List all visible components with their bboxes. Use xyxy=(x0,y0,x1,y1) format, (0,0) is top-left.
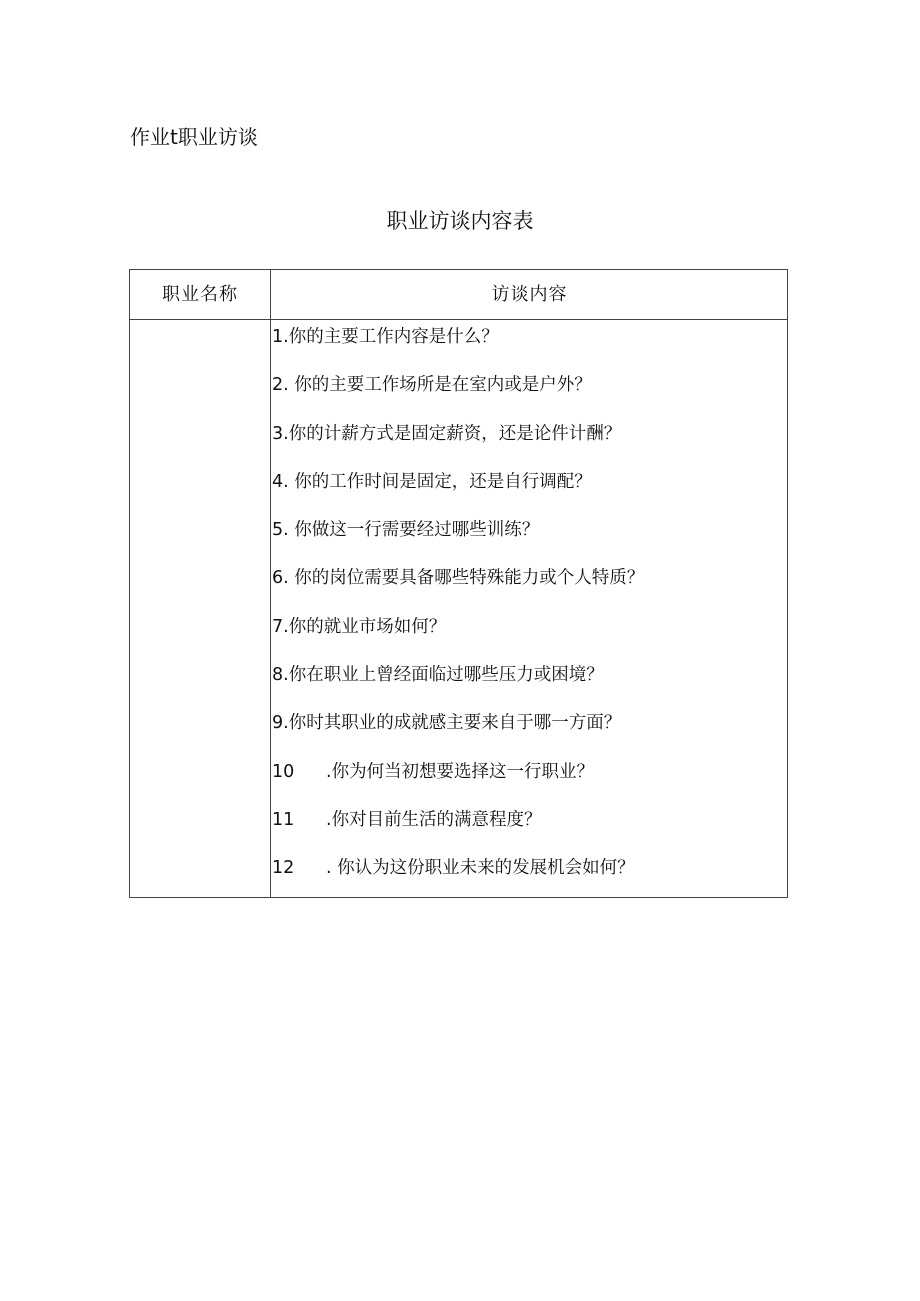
question-item xyxy=(272,417,786,465)
question-item xyxy=(272,706,786,754)
question-text: 1.你的主要工作内容是什么？ xyxy=(272,327,499,347)
question-number: 10 xyxy=(272,761,295,782)
question-item xyxy=(272,320,786,368)
question-text: 8.你在职业上曾经面临过哪些压力或困境？ xyxy=(272,665,604,686)
question-text: 2. 你的主要工作场所是在室内或是户外？ xyxy=(272,375,592,396)
question-text: 4. 你的工作时间是固定，还是自行调配？ xyxy=(272,471,592,492)
question-text: 7.你的就业市场如何？ xyxy=(272,616,447,637)
question-item xyxy=(272,465,786,513)
question-text: 3.你的计薪方式是固定薪资，还是论件计酬？ xyxy=(272,423,622,444)
question-item xyxy=(272,561,786,609)
header-occupation-name: 职业名称 xyxy=(162,284,238,305)
question-item xyxy=(272,803,786,851)
document-heading: 作业t职业访谈 xyxy=(130,125,258,149)
question-item xyxy=(272,368,786,416)
question-item xyxy=(272,610,786,658)
question-item xyxy=(272,513,786,561)
occupation-name-cell xyxy=(130,320,270,897)
question-text: 5. 你做这一行需要经过哪些训练？ xyxy=(272,520,540,541)
question-item xyxy=(272,755,786,803)
question-text: 9.你时其职业的成就感主要来自于哪一方面？ xyxy=(272,713,622,734)
question-text: .你对目前生活的满意程度？ xyxy=(326,809,542,830)
question-number: 12 xyxy=(272,858,295,879)
question-text: . 你认为这份职业未来的发展机会如何？ xyxy=(326,858,635,879)
header-interview-content: 访谈内容 xyxy=(491,284,568,305)
question-text: 6. 你的岗位需要具备哪些特殊能力或个人特质？ xyxy=(272,568,645,589)
question-item xyxy=(272,851,786,899)
question-number: 11 xyxy=(272,809,295,830)
interview-table xyxy=(129,269,788,898)
question-list xyxy=(272,320,786,900)
column-divider xyxy=(270,270,271,897)
table-title: 职业访谈内容表 xyxy=(386,209,534,233)
question-item xyxy=(272,658,786,706)
question-text: .你为何当初想要选择这一行职业？ xyxy=(326,761,595,782)
